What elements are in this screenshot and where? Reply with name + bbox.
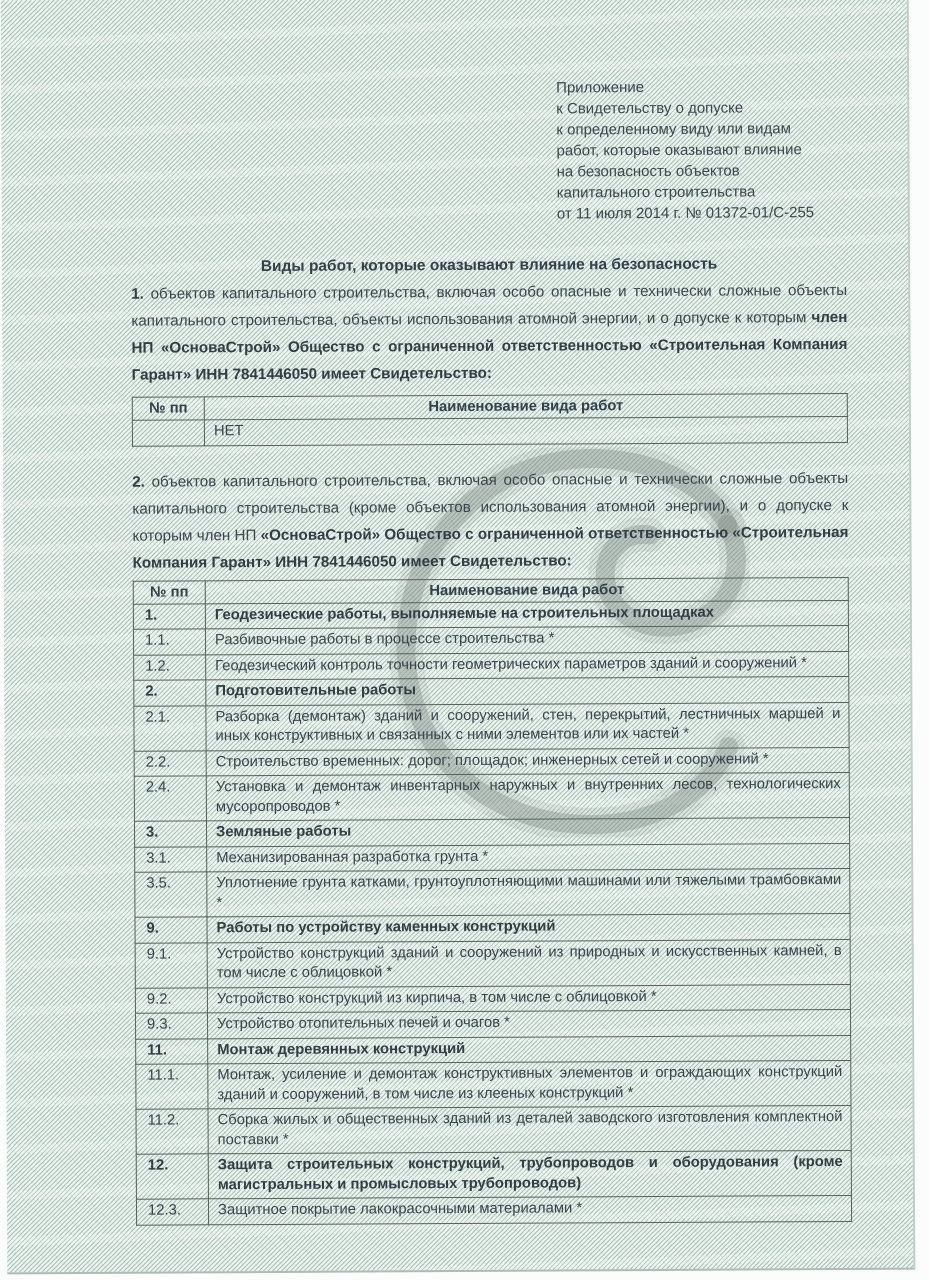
row-number-cell: 2.4. — [134, 776, 206, 821]
paragraph-2 — [132, 464, 849, 576]
table-row — [132, 416, 847, 445]
work-name-cell: Устройство отопительных печей и очагов * — [207, 1009, 850, 1038]
paragraph-1-number: 1. — [131, 285, 144, 303]
table-row — [134, 702, 849, 751]
works-table-2 — [133, 576, 852, 1225]
table-row — [136, 1035, 851, 1064]
table-row — [134, 651, 849, 680]
appendix-line: к определенному виду или видам — [556, 120, 791, 139]
table-row — [136, 1060, 851, 1109]
appendix-line: работ, которые оказывают влияние — [556, 141, 802, 160]
work-name-cell: Механизированная разработка грунта * — [207, 843, 850, 872]
row-number-cell: 3.5. — [135, 872, 207, 917]
row-number-cell: 3.1. — [135, 846, 207, 872]
table-row — [135, 984, 850, 1013]
work-name-cell: Разбивочные работы в процессе строительства * — [205, 625, 848, 654]
work-name-cell: Устройство конструкций из кирпича, в том числе с облицовкой * — [207, 984, 850, 1013]
paragraph-2-company: «ОсноваСтрой» Общество с ограниченной ответственностью «Строительная Компания Гарант» ИНН 7841446050 имеет Свидетельство: — [132, 523, 849, 572]
row-number-cell: 11.1. — [136, 1064, 208, 1109]
table-row — [134, 747, 849, 776]
row-number-cell: 1. — [133, 603, 205, 629]
table-2-header-num: № пп — [133, 580, 205, 603]
work-name-cell: Устройство конструкций зданий и сооружений из природных и искусственных камней, в том числе с облицовкой * — [207, 939, 850, 987]
row-number-cell: 11.2. — [136, 1109, 208, 1154]
paragraph-1 — [131, 277, 848, 389]
row-number-cell: 9.1. — [135, 942, 207, 987]
paragraph-2-number: 2. — [132, 473, 145, 491]
table-row — [134, 772, 849, 821]
work-name-cell: Подготовительные работы — [206, 676, 849, 705]
table-row — [136, 1150, 851, 1199]
row-number-cell: 11. — [136, 1038, 208, 1064]
scanned-page — [1, 0, 916, 1274]
row-number-cell: 9.2. — [135, 987, 207, 1013]
work-name-cell: Геодезический контроль точности геометрических параметров зданий и сооружений * — [206, 651, 849, 680]
work-name-cell: Работы по устройству каменных конструкций — [207, 913, 850, 942]
work-name-cell: Установка и демонтаж инвентарных наружных и внутренних лесов, технологических мусоропроводов * — [206, 772, 849, 820]
table-1-header-num: № пп — [132, 397, 204, 420]
row-number-cell: 1.2. — [134, 654, 206, 680]
work-name-cell: Защитное покрытие лакокрасочными материалами * — [208, 1195, 851, 1224]
table-row — [135, 1009, 850, 1038]
paragraph-1-company: член НП «ОсноваСтрой» Общество с ограниченной ответственностью «Строительная Компания Гарант» ИНН 7841446050 имеет Свидетельство: — [131, 308, 848, 384]
document-content — [1, 0, 852, 1226]
row-number-cell: 12.3. — [136, 1199, 208, 1225]
work-name-cell: Уплотнение грунта катками, грунтоуплотняющими машинами или тяжелыми трамбовками * — [207, 868, 850, 916]
work-name-cell: Монтаж, усиление и демонтаж конструктивных элементов и ограждающих конструкций зданий и сооружений, в том числе из клееных конструкций * — [208, 1060, 851, 1108]
work-name-cell: Строительство временных: дорог; площадок; инженерных сетей и сооружений * — [206, 747, 849, 776]
row-number-cell: 3. — [134, 821, 206, 847]
table-row — [136, 1105, 851, 1154]
table-2-header-name: Наименование вида работ — [205, 577, 848, 603]
table-row — [134, 817, 849, 846]
work-name-cell: Защита строительных конструкций, трубопроводов и оборудования (кроме магистральных и промысловых трубопроводов) — [208, 1150, 851, 1198]
table-row — [133, 625, 848, 654]
row-number-cell: 12. — [136, 1154, 208, 1199]
table-row — [135, 843, 850, 872]
work-name-cell: Разборка (демонтаж) зданий и сооружений, стен, перекрытий, лестничных маршей и иных конструктивных и связанных с ними элементов или их частей * — [206, 702, 849, 750]
table-row — [133, 600, 848, 629]
row-number-cell: 9. — [135, 917, 207, 943]
appendix-line: капитального строительства — [556, 183, 756, 202]
row-number-cell: 2.1. — [134, 705, 206, 750]
work-name-cell: Земляные работы — [206, 817, 849, 846]
row-number-cell: 2.2. — [134, 750, 206, 776]
appendix-line: к Свидетельству о допуске — [556, 99, 744, 118]
page-title: Виды работ, которые оказывают влияние на безопасность — [260, 255, 718, 276]
table-row — [134, 676, 849, 705]
row-number-cell: 9.3. — [135, 1013, 207, 1039]
table-1-body — [132, 416, 847, 445]
table-2-body — [133, 600, 851, 1225]
row-number-cell: 2. — [134, 680, 206, 706]
table-row — [135, 868, 850, 917]
works-table-1 — [132, 393, 848, 446]
appendix-line: на безопасность объектов — [556, 162, 740, 181]
appendix-line: Приложение — [556, 79, 645, 97]
work-name-cell: Геодезические работы, выполняемые на строительных площадках — [205, 600, 848, 629]
appendix-certificate-number: от 11 июля 2014 г. № 01372-01/С-255 — [556, 204, 815, 223]
table-row — [135, 913, 850, 942]
appendix-header-block — [556, 76, 847, 225]
work-name-cell: НЕТ — [204, 416, 847, 445]
table-row — [135, 939, 850, 988]
work-name-cell: Монтаж деревянных конструкций — [208, 1035, 851, 1064]
paragraph-2-text: объектов капитального строительства, включая особо опасные и технически сложные объекты капитального строительства (кроме объектов использования атомной энергии), и о допуске к которым член НП — [132, 469, 849, 545]
row-number-cell: 1.1. — [133, 629, 205, 655]
paragraph-1-text: объектов капитального строительства, включая особо опасные и технически сложные объекты капитального строительства, объекты использования атомной энергии, и о допуске к которым — [131, 281, 848, 330]
table-1-header-name: Наименование вида работ — [204, 393, 847, 419]
work-name-cell: Сборка жилых и общественных зданий из деталей заводского изготовления комплектной поставки * — [208, 1105, 851, 1153]
table-row — [136, 1195, 851, 1224]
row-number-cell — [132, 420, 204, 446]
